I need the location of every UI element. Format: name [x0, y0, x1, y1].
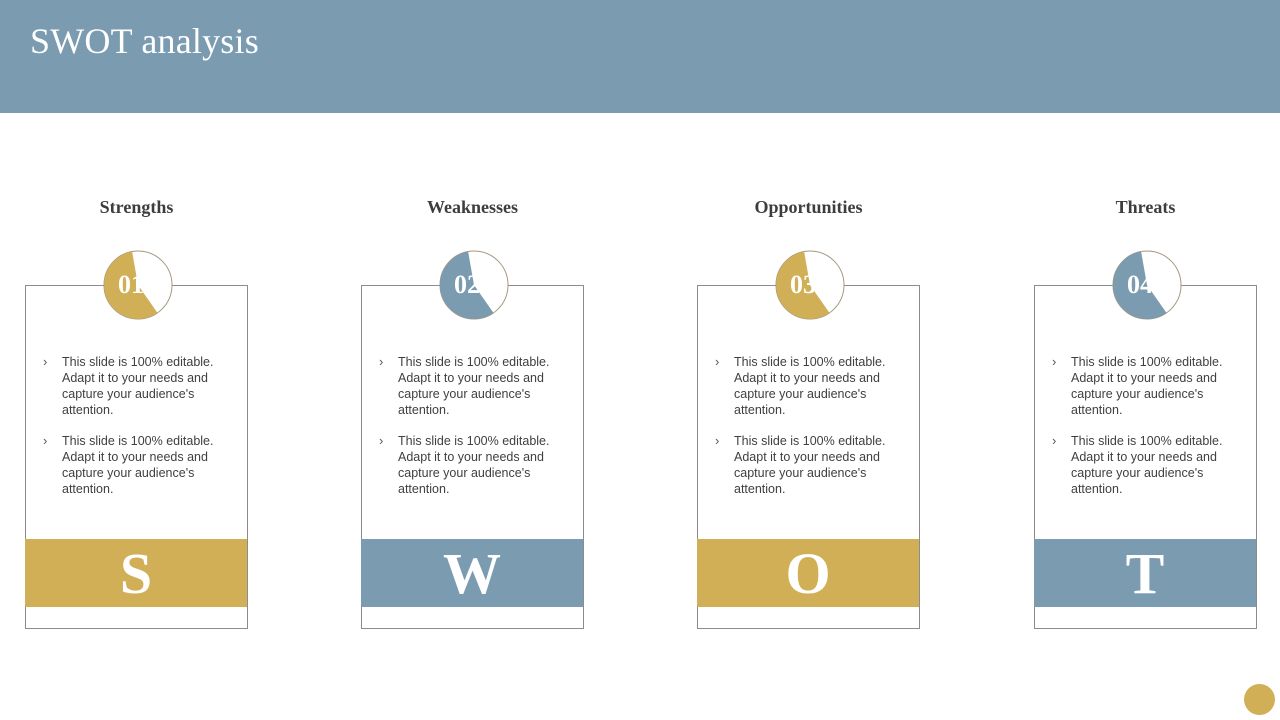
bullet-list [379, 354, 569, 512]
chevron-right-icon: › [43, 433, 48, 448]
swot-letter-band: O [697, 539, 919, 607]
bullet-list [43, 354, 233, 512]
bullet-text: This slide is 100% editable. Adapt it to your needs and capture your audience's attention. [734, 355, 886, 417]
swot-column-opportunities [697, 0, 920, 720]
list-item [1052, 433, 1242, 497]
column-heading: Strengths [99, 197, 174, 217]
swot-letter-band: T [1034, 539, 1256, 607]
list-item [379, 354, 569, 418]
bullet-text: This slide is 100% editable. Adapt it to your needs and capture your audience's attention. [734, 434, 886, 496]
badge-number: 02 [454, 270, 480, 299]
column-heading: Opportunities [754, 197, 863, 217]
bullet-text: This slide is 100% editable. Adapt it to your needs and capture your audience's attention. [62, 434, 214, 496]
badge-number: 03 [790, 270, 816, 299]
swot-column-threats [1034, 0, 1257, 720]
chevron-right-icon: › [1052, 354, 1057, 369]
list-item [43, 354, 233, 418]
list-item [715, 354, 905, 418]
circle-dot-icon [1244, 684, 1275, 715]
number-badge-icon [439, 245, 519, 325]
number-badge-icon [103, 245, 183, 325]
swot-column-weaknesses [361, 0, 584, 720]
chevron-right-icon: › [715, 354, 720, 369]
column-heading: Threats [1115, 197, 1176, 217]
list-item [715, 433, 905, 497]
bullet-list [715, 354, 905, 512]
list-item [379, 433, 569, 497]
bullet-text: This slide is 100% editable. Adapt it to your needs and capture your audience's attention. [1071, 355, 1223, 417]
swot-letter-band: W [361, 539, 583, 607]
badge-number: 01 [118, 270, 144, 299]
slide-title: SWOT analysis [30, 21, 259, 61]
chevron-right-icon: › [43, 354, 48, 369]
bullet-text: This slide is 100% editable. Adapt it to your needs and capture your audience's attention. [398, 434, 550, 496]
bullet-text: This slide is 100% editable. Adapt it to your needs and capture your audience's attention. [62, 355, 214, 417]
chevron-right-icon: › [1052, 433, 1057, 448]
column-heading: Weaknesses [426, 197, 518, 217]
list-item [43, 433, 233, 497]
bullet-text: This slide is 100% editable. Adapt it to your needs and capture your audience's attention. [1071, 434, 1223, 496]
swot-column-strengths [25, 0, 248, 720]
chevron-right-icon: › [379, 433, 384, 448]
swot-letter-band: S [25, 539, 247, 607]
number-badge-icon [775, 245, 855, 325]
chevron-right-icon: › [379, 354, 384, 369]
bullet-text: This slide is 100% editable. Adapt it to your needs and capture your audience's attention. [398, 355, 550, 417]
chevron-right-icon: › [715, 433, 720, 448]
bullet-list [1052, 354, 1242, 512]
list-item [1052, 354, 1242, 418]
number-badge-icon [1112, 245, 1192, 325]
badge-number: 04 [1127, 270, 1153, 299]
